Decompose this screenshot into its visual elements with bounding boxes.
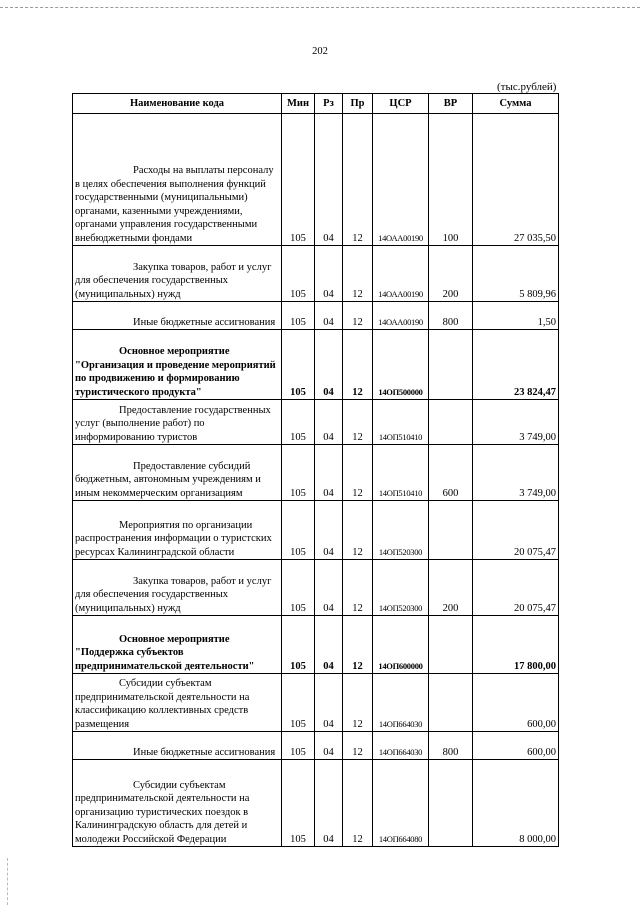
row-min: 105 bbox=[282, 560, 315, 616]
table-row bbox=[73, 302, 559, 330]
row-name: Закупка товаров, работ и услуг для обеспечения государственных (муниципальных) нужд bbox=[73, 246, 282, 302]
row-pr: 12 bbox=[343, 302, 373, 330]
col-header-min: Мин bbox=[282, 94, 315, 114]
row-csr: 14ОП520300 bbox=[373, 501, 429, 560]
row-pr: 12 bbox=[343, 560, 373, 616]
row-pr: 12 bbox=[343, 732, 373, 760]
row-pr: 12 bbox=[343, 501, 373, 560]
row-min: 105 bbox=[282, 501, 315, 560]
table-row bbox=[73, 114, 559, 246]
row-min: 105 bbox=[282, 445, 315, 501]
row-name: Мероприятия по организации распространения информации о туристских ресурсах Калининградской области bbox=[73, 501, 282, 560]
units-label: (тыс.рублей) bbox=[497, 81, 557, 93]
row-pr: 12 bbox=[343, 674, 373, 732]
row-name: Субсидии субъектам предпринимательской деятельности на организацию туристических поездок в Калининградскую область для детей и молодежи Российской Федерации bbox=[73, 760, 282, 847]
row-vr: 200 bbox=[429, 560, 473, 616]
row-sum: 600,00 bbox=[473, 732, 559, 760]
row-rz: 04 bbox=[315, 501, 343, 560]
table-header bbox=[73, 94, 559, 114]
row-rz: 04 bbox=[315, 674, 343, 732]
table-row bbox=[73, 560, 559, 616]
row-vr bbox=[429, 760, 473, 847]
budget-table bbox=[72, 93, 559, 847]
col-header-sum: Сумма bbox=[473, 94, 559, 114]
row-rz: 04 bbox=[315, 114, 343, 246]
row-min: 105 bbox=[282, 114, 315, 246]
row-vr: 800 bbox=[429, 732, 473, 760]
row-sum: 3 749,00 bbox=[473, 400, 559, 445]
row-sum: 3 749,00 bbox=[473, 445, 559, 501]
row-vr bbox=[429, 674, 473, 732]
table-row bbox=[73, 330, 559, 400]
row-csr: 14ОАА00190 bbox=[373, 302, 429, 330]
page-top-edge bbox=[0, 7, 640, 8]
table-row bbox=[73, 732, 559, 760]
row-pr: 12 bbox=[343, 246, 373, 302]
row-min: 105 bbox=[282, 302, 315, 330]
row-pr: 12 bbox=[343, 330, 373, 400]
row-rz: 04 bbox=[315, 330, 343, 400]
row-name: Субсидии субъектам предпринимательской деятельности на классификацию коллективных средств размещения bbox=[73, 674, 282, 732]
row-sum: 1,50 bbox=[473, 302, 559, 330]
row-min: 105 bbox=[282, 760, 315, 847]
row-rz: 04 bbox=[315, 246, 343, 302]
row-name: Закупка товаров, работ и услуг для обеспечения государственных (муниципальных) нужд bbox=[73, 560, 282, 616]
row-rz: 04 bbox=[315, 616, 343, 674]
row-vr bbox=[429, 330, 473, 400]
row-vr bbox=[429, 501, 473, 560]
row-csr: 14ОП520300 bbox=[373, 560, 429, 616]
row-rz: 04 bbox=[315, 400, 343, 445]
row-vr: 100 bbox=[429, 114, 473, 246]
row-pr: 12 bbox=[343, 616, 373, 674]
row-min: 105 bbox=[282, 330, 315, 400]
row-sum: 5 809,96 bbox=[473, 246, 559, 302]
col-header-name: Наименование кода bbox=[73, 94, 282, 114]
row-vr: 600 bbox=[429, 445, 473, 501]
row-pr: 12 bbox=[343, 445, 373, 501]
row-name: Основное мероприятие "Организация и проведение мероприятий по продвижению и формированию туристического продукта" bbox=[73, 330, 282, 400]
row-min: 105 bbox=[282, 246, 315, 302]
row-sum: 17 800,00 bbox=[473, 616, 559, 674]
col-header-pr: Пр bbox=[343, 94, 373, 114]
col-header-rz: Рз bbox=[315, 94, 343, 114]
row-min: 105 bbox=[282, 400, 315, 445]
row-sum: 23 824,47 bbox=[473, 330, 559, 400]
row-rz: 04 bbox=[315, 445, 343, 501]
row-sum: 20 075,47 bbox=[473, 560, 559, 616]
table-row bbox=[73, 445, 559, 501]
row-name: Предоставление государственных услуг (выполнение работ) по информированию туристов bbox=[73, 400, 282, 445]
row-sum: 27 035,50 bbox=[473, 114, 559, 246]
row-rz: 04 bbox=[315, 302, 343, 330]
row-name: Основное мероприятие "Поддержка субъектов предпринимательской деятельности" bbox=[73, 616, 282, 674]
col-header-vr: ВР bbox=[429, 94, 473, 114]
page-number: 202 bbox=[312, 46, 328, 57]
table-row bbox=[73, 246, 559, 302]
col-header-csr: ЦСР bbox=[373, 94, 429, 114]
row-vr: 800 bbox=[429, 302, 473, 330]
table-row bbox=[73, 501, 559, 560]
row-vr bbox=[429, 400, 473, 445]
row-rz: 04 bbox=[315, 732, 343, 760]
row-min: 105 bbox=[282, 616, 315, 674]
row-pr: 12 bbox=[343, 760, 373, 847]
row-pr: 12 bbox=[343, 114, 373, 246]
row-min: 105 bbox=[282, 732, 315, 760]
table-row bbox=[73, 400, 559, 445]
row-csr: 14ОП500000 bbox=[373, 330, 429, 400]
row-sum: 8 000,00 bbox=[473, 760, 559, 847]
row-csr: 14ОП510410 bbox=[373, 400, 429, 445]
row-csr: 14ОП510410 bbox=[373, 445, 429, 501]
row-min: 105 bbox=[282, 674, 315, 732]
row-csr: 14ОП664030 bbox=[373, 732, 429, 760]
row-csr: 14ОП664030 bbox=[373, 674, 429, 732]
row-name: Иные бюджетные ассигнования bbox=[73, 302, 282, 330]
row-csr: 14ОАА00190 bbox=[373, 114, 429, 246]
row-name: Предоставление субсидий бюджетным, автономным учреждениям и иным некоммерческим организациям bbox=[73, 445, 282, 501]
row-sum: 20 075,47 bbox=[473, 501, 559, 560]
page-left-edge bbox=[7, 858, 8, 905]
table-row bbox=[73, 760, 559, 847]
row-csr: 14ОП600000 bbox=[373, 616, 429, 674]
table-row bbox=[73, 616, 559, 674]
row-pr: 12 bbox=[343, 400, 373, 445]
row-vr: 200 bbox=[429, 246, 473, 302]
row-csr: 14ОАА00190 bbox=[373, 246, 429, 302]
row-vr bbox=[429, 616, 473, 674]
row-name: Расходы на выплаты персоналу в целях обеспечения выполнения функций государственными (муниципальными) органами, казенными учреждениями, органами управления государственными внебюджетными фондами bbox=[73, 114, 282, 246]
row-rz: 04 bbox=[315, 760, 343, 847]
row-name: Иные бюджетные ассигнования bbox=[73, 732, 282, 760]
row-rz: 04 bbox=[315, 560, 343, 616]
row-sum: 600,00 bbox=[473, 674, 559, 732]
row-csr: 14ОП664080 bbox=[373, 760, 429, 847]
table-row bbox=[73, 674, 559, 732]
